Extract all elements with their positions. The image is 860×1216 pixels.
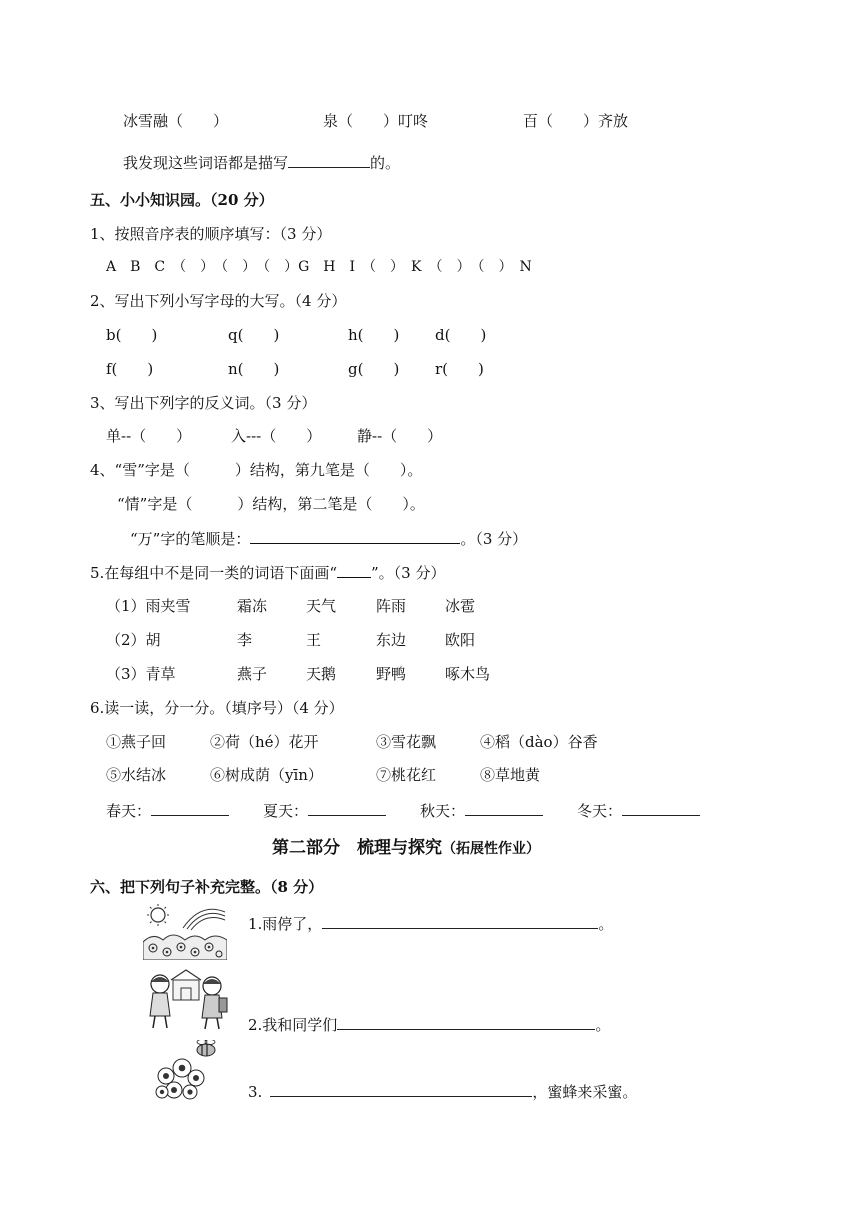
q2-f[interactable]: f( ) bbox=[106, 360, 154, 378]
season-summer-label: 夏天： bbox=[263, 802, 309, 820]
q2-h[interactable]: h( ) bbox=[348, 326, 400, 344]
season-summer-blank[interactable] bbox=[308, 800, 386, 816]
q6-item-8: ⑧草地黄 bbox=[480, 766, 541, 784]
q4-line3-after: 。（3 分） bbox=[460, 530, 528, 548]
idiom-note-after: 的。 bbox=[370, 154, 401, 172]
q5-row2-c1[interactable]: （2）胡 bbox=[106, 631, 161, 649]
sentence-3-blank[interactable] bbox=[270, 1081, 532, 1097]
season-spring-blank[interactable] bbox=[151, 800, 229, 816]
q6-item-2: ②荷（hé）花开 bbox=[210, 733, 319, 751]
stroke-order-blank[interactable] bbox=[250, 528, 460, 544]
section5-heading: 五、小小知识园。（20 分） bbox=[90, 191, 274, 209]
idiom-2: 泉（ ）叮咚 bbox=[323, 112, 429, 130]
season-autumn-label: 秋天： bbox=[420, 802, 466, 820]
q5-title-after: ”。（3 分） bbox=[370, 564, 446, 582]
q5-title-before: 5.在每组中不是同一类的词语下面画“ bbox=[90, 564, 337, 582]
q5-row1-c3[interactable]: 天气 bbox=[306, 597, 337, 615]
sentence-2-after: 。 bbox=[595, 1016, 611, 1034]
q5-title bbox=[90, 562, 445, 583]
part2-title-main: 第二部分 梳理与探究 bbox=[272, 838, 442, 858]
part2-subtitle: （拓展性作业） bbox=[442, 841, 540, 857]
sentence-1-before: 1.雨停了， bbox=[248, 915, 323, 933]
sentence-1-blank[interactable] bbox=[322, 913, 598, 929]
q5-row3-c1[interactable]: （3）青草 bbox=[106, 665, 176, 683]
section6-heading: 六、把下列句子补充完整。（8 分） bbox=[90, 878, 324, 896]
q5-row1-c5[interactable]: 冰雹 bbox=[445, 597, 476, 615]
q3-title: 3、写出下列字的反义词。（3 分） bbox=[90, 394, 317, 412]
q4-line3-before: “万”字的笔顺是： bbox=[130, 530, 251, 548]
underline-sample bbox=[337, 562, 371, 578]
idiom-note-before: 我发现这些词语都是描写 bbox=[123, 154, 289, 172]
season-spring bbox=[106, 800, 229, 821]
idiom-note bbox=[123, 152, 400, 173]
q5-row2-c3[interactable]: 王 bbox=[306, 631, 322, 649]
season-winter-label: 冬天： bbox=[577, 802, 623, 820]
q5-row3-c4[interactable]: 野鸭 bbox=[376, 665, 407, 683]
sentence-2-blank[interactable] bbox=[337, 1014, 595, 1030]
q6-item-7: ⑦桃花红 bbox=[376, 766, 437, 784]
q5-row1-c4[interactable]: 阵雨 bbox=[376, 597, 407, 615]
sentence-2-before: 2.我和同学们 bbox=[248, 1016, 338, 1034]
q5-row1-c2[interactable]: 霜冻 bbox=[237, 597, 268, 615]
season-winter-blank[interactable] bbox=[622, 800, 700, 816]
q6-item-5: ⑤水结冰 bbox=[106, 766, 167, 784]
q4-line1[interactable]: 4、“雪”字是（ ）结构，第九笔是（ ）。 bbox=[90, 461, 423, 479]
part2-title bbox=[272, 838, 540, 859]
idiom-note-blank[interactable] bbox=[288, 152, 370, 168]
q5-row1-c1[interactable]: （1）雨夹雪 bbox=[106, 597, 191, 615]
q3-item-3[interactable]: 静--（ ） bbox=[357, 427, 443, 445]
q4-line2[interactable]: “情”字是（ ）结构，第二笔是（ ）。 bbox=[117, 495, 425, 513]
q2-d[interactable]: d( ) bbox=[435, 326, 487, 344]
q6-title: 6.读一读，分一分。（填序号）（4 分） bbox=[90, 699, 344, 717]
bee-flowers-icon bbox=[152, 1040, 228, 1102]
q2-r[interactable]: r( ) bbox=[435, 360, 484, 378]
q1-title: 1、按照音序表的顺序填写：（3 分） bbox=[90, 225, 332, 243]
season-autumn-blank[interactable] bbox=[465, 800, 543, 816]
q6-item-4: ④稻（dào）谷香 bbox=[480, 733, 598, 751]
q2-title: 2、写出下列小写字母的大写。（4 分） bbox=[90, 292, 347, 310]
sentence-3 bbox=[248, 1081, 637, 1102]
q5-row3-c2[interactable]: 燕子 bbox=[237, 665, 268, 683]
q2-b[interactable]: b( ) bbox=[106, 326, 158, 344]
idiom-1: 冰雪融（ ） bbox=[123, 112, 229, 130]
children-school-icon bbox=[143, 966, 229, 1032]
sentence-1-after: 。 bbox=[598, 915, 614, 933]
season-autumn bbox=[420, 800, 543, 821]
sentence-2 bbox=[248, 1014, 610, 1035]
sentence-3-after: ，蜜蜂来采蜜。 bbox=[532, 1083, 638, 1101]
sentence-1 bbox=[248, 913, 613, 934]
q5-row2-c5[interactable]: 欧阳 bbox=[445, 631, 476, 649]
q3-item-1[interactable]: 单--（ ） bbox=[106, 427, 192, 445]
q2-q[interactable]: q( ) bbox=[228, 326, 280, 344]
q6-item-6: ⑥树成荫（yīn） bbox=[210, 766, 323, 784]
season-winter bbox=[577, 800, 700, 821]
q2-n[interactable]: n( ) bbox=[228, 360, 280, 378]
sun-rainbow-flowers-icon bbox=[143, 902, 227, 960]
q6-item-3: ③雪花飘 bbox=[376, 733, 437, 751]
q3-item-2[interactable]: 入---（ ） bbox=[231, 427, 322, 445]
q1-sequence[interactable]: A B C （ ） （ ） （ ）G H I （ ） K （ ） （ ） N bbox=[106, 259, 532, 275]
sentence-3-before: 3. bbox=[248, 1083, 263, 1101]
season-spring-label: 春天： bbox=[106, 802, 152, 820]
season-summer bbox=[263, 800, 386, 821]
q5-row2-c2[interactable]: 李 bbox=[237, 631, 253, 649]
q6-item-1: ①燕子回 bbox=[106, 733, 167, 751]
q4-line3 bbox=[130, 528, 527, 549]
q2-g[interactable]: g( ) bbox=[348, 360, 400, 378]
idiom-3: 百（ ）齐放 bbox=[523, 112, 629, 130]
q5-row2-c4[interactable]: 东边 bbox=[376, 631, 407, 649]
q5-row3-c5[interactable]: 啄木鸟 bbox=[445, 665, 491, 683]
q5-row3-c3[interactable]: 天鹅 bbox=[306, 665, 337, 683]
